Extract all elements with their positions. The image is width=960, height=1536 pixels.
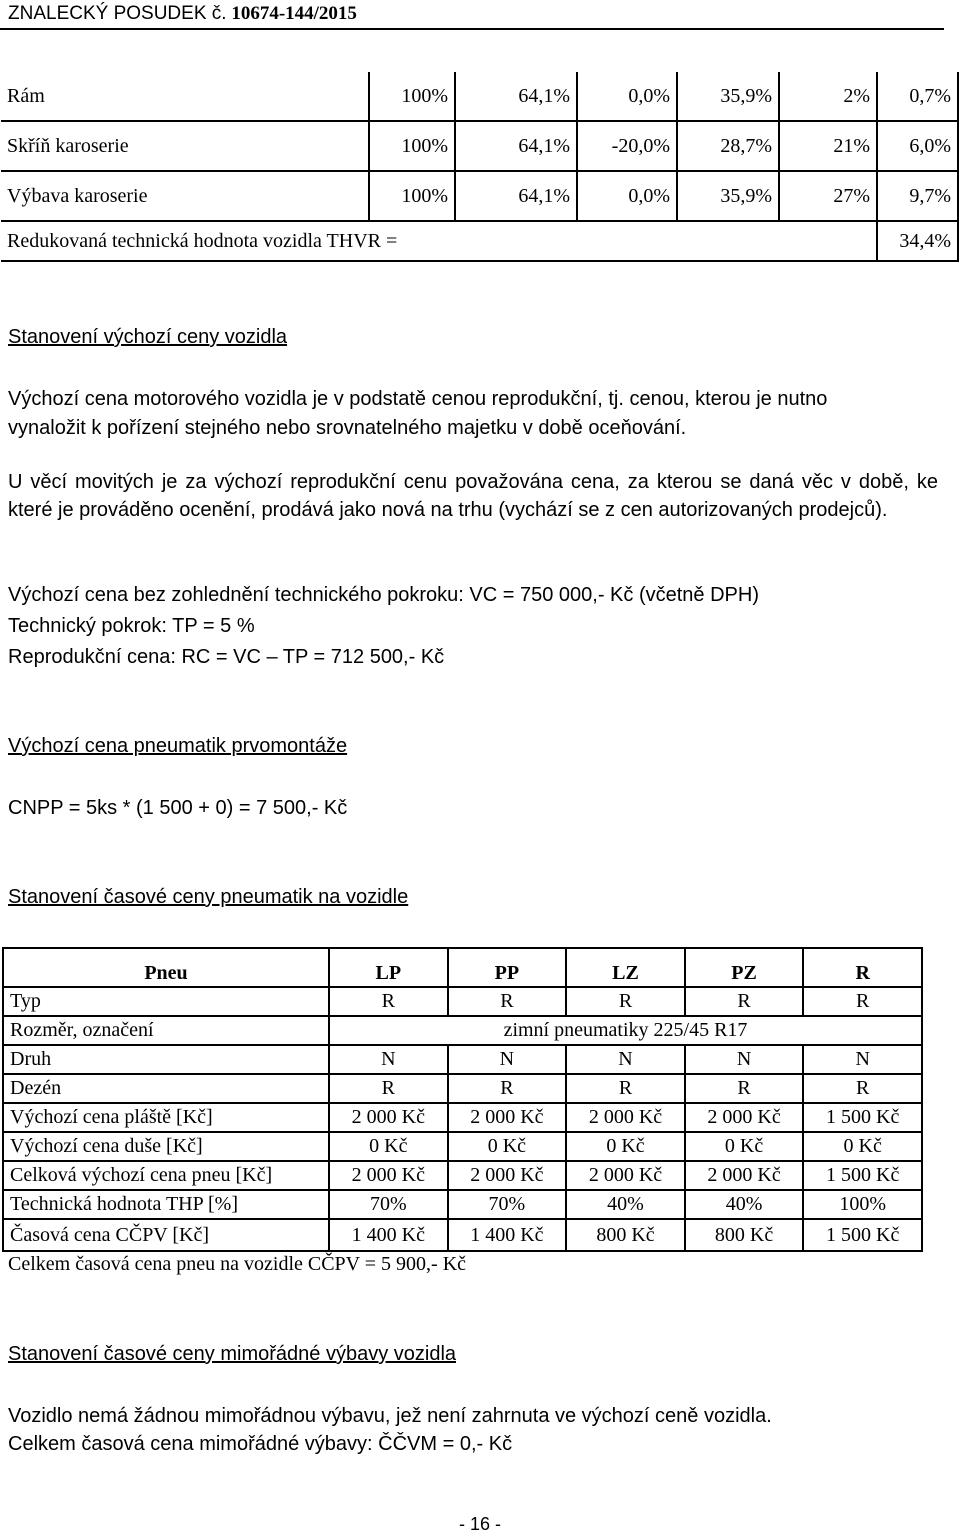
cell: 40%: [685, 1190, 804, 1219]
cell: 800 Kč: [566, 1219, 685, 1251]
cell: 100%: [369, 171, 455, 221]
line-rc: Reprodukční cena: RC = VC – TP = 712 500,- Kč: [8, 646, 445, 668]
cell: R: [448, 987, 567, 1016]
cell: 27%: [779, 171, 877, 221]
line-tp: Technický pokrok: TP = 5 %: [8, 615, 255, 637]
paragraph-line: Výchozí cena motorového vozidla je v podstatě cenou reprodukční, tj. cenou, kterou je nutno: [8, 388, 828, 410]
cell: R: [329, 1074, 448, 1103]
cell: 1 400 Kč: [329, 1219, 448, 1251]
cell: 0 Kč: [566, 1132, 685, 1161]
cell: 0 Kč: [448, 1132, 567, 1161]
tyre-total: Celkem časová cena pneu na vozidle CČPV = 5 900,- Kč: [8, 1253, 467, 1275]
cell: 2%: [779, 72, 877, 121]
cell: R: [448, 1074, 567, 1103]
cell: 1 500 Kč: [803, 1103, 922, 1132]
table-row: [1, 171, 958, 221]
section-heading-extra-equipment: Stanovení časové ceny mimořádné výbavy vozidla: [8, 1343, 457, 1365]
table-row: [3, 1161, 922, 1190]
cell: 2 000 Kč: [685, 1103, 804, 1132]
paragraph: U věcí movitých je za výchozí reprodukční cenu považována cena, za kterou se daná věc v době, ke které je prováděno ocenění, prodává jako nová na trhu (vychází se z cen autorizovaných prodejců).: [8, 471, 938, 521]
cell: 64,1%: [455, 72, 577, 121]
cell: 100%: [369, 121, 455, 171]
table-row: [3, 1132, 922, 1161]
row-name: Skříň karoserie: [1, 121, 369, 171]
cell: 1 500 Kč: [803, 1219, 922, 1251]
row-name: Výbava karoserie: [1, 171, 369, 221]
cell: 100%: [803, 1190, 922, 1219]
technical-value-table: [1, 72, 959, 262]
cell: R: [329, 987, 448, 1016]
cell: 35,9%: [677, 72, 779, 121]
cell: 1 500 Kč: [803, 1161, 922, 1190]
extra-equipment-total: Celkem časová cena mimořádné výbavy: ČČVM = 0,- Kč: [8, 1433, 513, 1455]
cell: R: [566, 987, 685, 1016]
row-label: Výchozí cena pláště [Kč]: [3, 1103, 329, 1132]
page-number: - 16 -: [458, 1514, 501, 1534]
table-row: [3, 1045, 922, 1074]
row-label: Výchozí cena duše [Kč]: [3, 1132, 329, 1161]
paragraph-line: vynaložit k pořízení stejného nebo srovnatelného majetku v době oceňování.: [8, 417, 687, 439]
row-label: Druh: [3, 1045, 329, 1074]
cell: R: [803, 987, 922, 1016]
cell: N: [685, 1045, 804, 1074]
table-header-row: [3, 948, 922, 987]
cell: 70%: [329, 1190, 448, 1219]
table-row: [3, 1103, 922, 1132]
cell: 35,9%: [677, 171, 779, 221]
table-row: [1, 72, 958, 121]
cell: 0 Kč: [803, 1132, 922, 1161]
tyre-table: [2, 947, 923, 1252]
cell: 2 000 Kč: [566, 1161, 685, 1190]
cell: -20,0%: [577, 121, 677, 171]
table-row: [3, 1016, 922, 1045]
header-number: 10674-144/2015: [231, 3, 357, 24]
cell: R: [685, 1074, 804, 1103]
cell: 0,7%: [877, 72, 958, 121]
cell: 800 Kč: [685, 1219, 804, 1251]
cell: 40%: [566, 1190, 685, 1219]
table-row: [1, 121, 958, 171]
cell: 0,0%: [577, 171, 677, 221]
column-header: PP: [448, 948, 567, 987]
column-header: R: [803, 948, 922, 987]
section-heading-tyre-time-price: Stanovení časové ceny pneumatik na vozidle: [8, 886, 409, 908]
cell: 100%: [369, 72, 455, 121]
header-rule: [0, 28, 944, 30]
document-header: [8, 3, 357, 25]
line-vc: Výchozí cena bez zohlednění technického pokroku: VC = 750 000,- Kč (včetně DPH): [8, 584, 759, 606]
cell: 2 000 Kč: [685, 1161, 804, 1190]
cell: 2 000 Kč: [329, 1103, 448, 1132]
cell: 6,0%: [877, 121, 958, 171]
table-row: [3, 1219, 922, 1251]
column-header: LZ: [566, 948, 685, 987]
table-row: [3, 1074, 922, 1103]
summary-row: [1, 221, 958, 261]
cell: 2 000 Kč: [448, 1103, 567, 1132]
column-header: PZ: [685, 948, 804, 987]
table-row: [3, 987, 922, 1016]
cell: 0 Kč: [329, 1132, 448, 1161]
cell: N: [566, 1045, 685, 1074]
row-name: Rám: [1, 72, 369, 121]
cell: 0,0%: [577, 72, 677, 121]
cell: N: [329, 1045, 448, 1074]
cell: N: [448, 1045, 567, 1074]
row-label: Technická hodnota THP [%]: [3, 1190, 329, 1219]
cell: 28,7%: [677, 121, 779, 171]
cell: N: [803, 1045, 922, 1074]
cell: R: [566, 1074, 685, 1103]
cell-span: zimní pneumatiky 225/45 R17: [329, 1016, 922, 1045]
cell: 9,7%: [877, 171, 958, 221]
cell: 1 400 Kč: [448, 1219, 567, 1251]
cell: 70%: [448, 1190, 567, 1219]
section-heading-tyre-price: Výchozí cena pneumatik prvomontáže: [8, 735, 348, 757]
header-prefix: ZNALECKÝ POSUDEK č.: [8, 3, 227, 24]
cell: 2 000 Kč: [566, 1103, 685, 1132]
cell: 2 000 Kč: [448, 1161, 567, 1190]
row-label: Dezén: [3, 1074, 329, 1103]
table-row: [3, 1190, 922, 1219]
formula-cnpp: CNPP = 5ks * (1 500 + 0) = 7 500,- Kč: [8, 797, 348, 819]
cell: 21%: [779, 121, 877, 171]
section-heading-vehicle-price: Stanovení výchozí ceny vozidla: [8, 326, 288, 348]
row-label: Typ: [3, 987, 329, 1016]
extra-equipment-note: Vozidlo nemá žádnou mimořádnou výbavu, jež není zahrnuta ve výchozí ceně vozidla.: [8, 1405, 772, 1427]
column-header: Pneu: [3, 948, 329, 987]
row-label: Rozměr, označení: [3, 1016, 329, 1045]
summary-label: Redukovaná technická hodnota vozidla THVR =: [1, 221, 877, 261]
cell: 64,1%: [455, 121, 577, 171]
cell: 2 000 Kč: [329, 1161, 448, 1190]
cell: R: [803, 1074, 922, 1103]
cell: 0 Kč: [685, 1132, 804, 1161]
column-header: LP: [329, 948, 448, 987]
cell: R: [685, 987, 804, 1016]
row-label: Časová cena CČPV [Kč]: [3, 1219, 329, 1251]
summary-value: 34,4%: [877, 221, 958, 261]
cell: 64,1%: [455, 171, 577, 221]
row-label: Celková výchozí cena pneu [Kč]: [3, 1161, 329, 1190]
